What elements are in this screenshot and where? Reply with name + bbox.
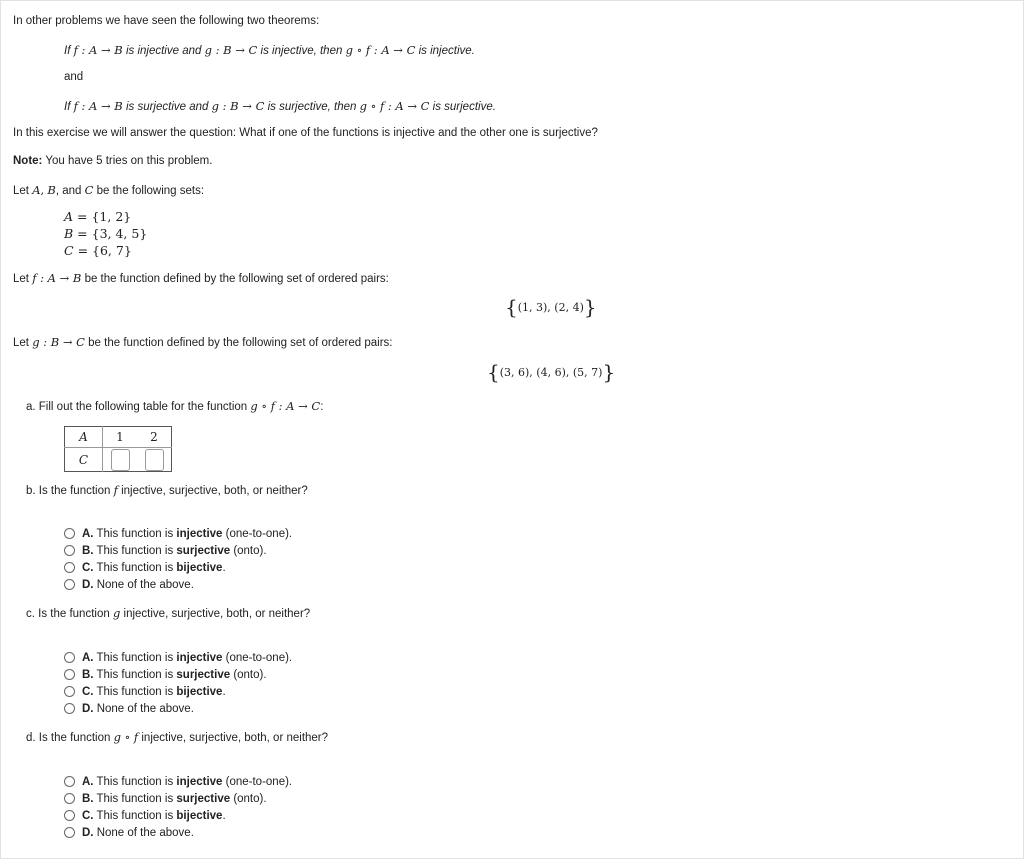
b-option-b[interactable]: B. This function is surjective (onto). xyxy=(64,542,267,559)
radio-icon[interactable] xyxy=(64,562,75,573)
set-b: B = {3, 4, 5} xyxy=(64,226,148,241)
radio-icon[interactable] xyxy=(64,793,75,804)
and-text: and xyxy=(64,71,84,83)
theorem-injective: If f : A → B is injective and g : B → C is injective, then g ∘ f : A → C is injective. xyxy=(64,43,475,57)
radio-icon[interactable] xyxy=(64,579,75,590)
theorem-surjective: If f : A → B is surjective and g : B → C is surjective, then g ∘ f : A → C is surjective. xyxy=(64,99,496,113)
radio-icon[interactable] xyxy=(64,528,75,539)
table-header-a: A xyxy=(65,427,103,448)
d-option-b[interactable]: B. This function is surjective (onto). xyxy=(64,790,267,807)
g-pairs: {(3, 6), (4, 6), (5, 7)} xyxy=(487,360,616,384)
c-option-a[interactable]: A. This function is injective (one-to-one). xyxy=(64,649,292,666)
set-a: A = {1, 2} xyxy=(64,209,132,224)
d-option-d[interactable]: D. None of the above. xyxy=(64,824,194,841)
radio-icon[interactable] xyxy=(64,686,75,697)
part-a-prompt: a. Fill out the following table for the function g ∘ f : A → C: xyxy=(26,399,324,413)
b-option-a[interactable]: A. This function is injective (one-to-one). xyxy=(64,525,292,542)
c-option-b[interactable]: B. This function is surjective (onto). xyxy=(64,666,267,683)
sets-intro: Let A, B, and C be the following sets: xyxy=(13,183,205,197)
c-option-d[interactable]: D. None of the above. xyxy=(64,700,194,717)
table-header-c: C xyxy=(65,448,103,472)
note-text: You have 5 tries on this problem. xyxy=(45,155,213,167)
g-definition: Let g : B → C be the function defined by the following set of ordered pairs: xyxy=(13,335,393,349)
part-c-prompt: c. Is the function g injective, surjective, both, or neither? xyxy=(26,606,311,620)
radio-icon[interactable] xyxy=(64,652,75,663)
note-label: Note: xyxy=(13,155,43,167)
radio-icon[interactable] xyxy=(64,703,75,714)
radio-icon[interactable] xyxy=(64,669,75,680)
gof-table xyxy=(64,426,172,472)
part-d-prompt: d. Is the function g ∘ f injective, surjective, both, or neither? xyxy=(26,730,329,744)
c-option-c[interactable]: C. This function is bijective. xyxy=(64,683,226,700)
f-definition: Let f : A → B be the function defined by the following set of ordered pairs: xyxy=(13,271,389,285)
b-option-d[interactable]: D. None of the above. xyxy=(64,576,194,593)
intro-text: In other problems we have seen the following two theorems: xyxy=(13,15,320,27)
answer-input-2[interactable] xyxy=(145,449,164,471)
radio-icon[interactable] xyxy=(64,810,75,821)
part-b-prompt: b. Is the function f injective, surjective, both, or neither? xyxy=(26,483,308,497)
d-option-c[interactable]: C. This function is bijective. xyxy=(64,807,226,824)
sets-list xyxy=(64,208,147,259)
table-col-2: 2 xyxy=(137,427,172,448)
set-c: C = {6, 7} xyxy=(64,243,132,258)
d-option-a[interactable]: A. This function is injective (one-to-one). xyxy=(64,773,292,790)
note xyxy=(13,155,212,167)
table-col-1: 1 xyxy=(103,427,138,448)
b-option-c[interactable]: C. This function is bijective. xyxy=(64,559,226,576)
radio-icon[interactable] xyxy=(64,827,75,838)
radio-icon[interactable] xyxy=(64,776,75,787)
answer-input-1[interactable] xyxy=(111,449,130,471)
radio-icon[interactable] xyxy=(64,545,75,556)
f-pairs: {(1, 3), (2, 4)} xyxy=(505,295,597,319)
exercise-question: In this exercise we will answer the question: What if one of the functions is injective and the other one is surjective? xyxy=(13,127,598,139)
